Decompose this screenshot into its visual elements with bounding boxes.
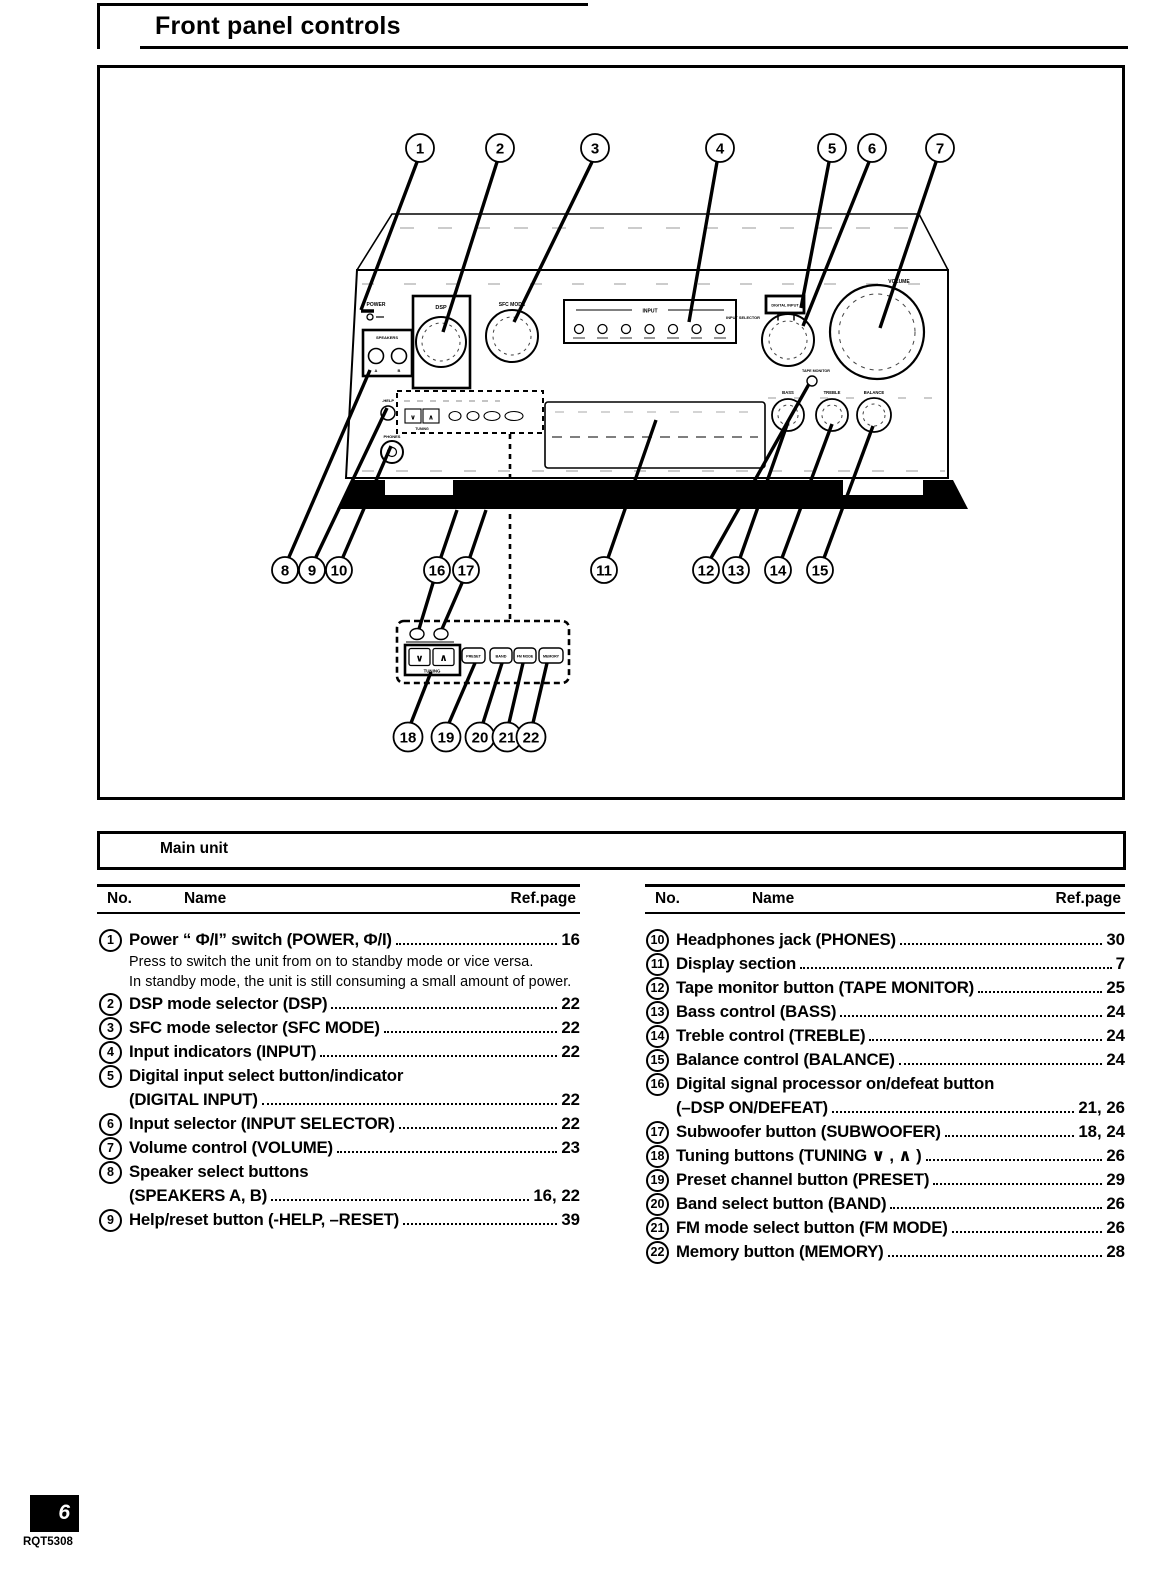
- leader-dots: [396, 943, 558, 945]
- receiver-outline: [346, 214, 948, 478]
- list-item: [646, 976, 1125, 1000]
- col-no: No.: [107, 890, 132, 907]
- svg-text:A: A: [374, 368, 378, 373]
- svg-text:DSP: DSP: [435, 305, 447, 311]
- ref-page: 28: [1106, 1242, 1125, 1261]
- item-name: Balance control (BALANCE): [676, 1050, 895, 1069]
- list-item: [646, 1048, 1125, 1072]
- item-number-badge: 6: [99, 1113, 122, 1136]
- ref-page: 23: [561, 1138, 580, 1157]
- leader-dots: [978, 991, 1102, 993]
- ref-page: 18, 24: [1078, 1122, 1125, 1141]
- svg-text:18: 18: [399, 729, 417, 747]
- item-name: (SPEAKERS A, B): [129, 1186, 268, 1205]
- svg-text:MEMORY: MEMORY: [542, 654, 560, 659]
- ref-page: 30: [1106, 930, 1125, 949]
- ref-page: 26: [1106, 1146, 1125, 1165]
- ref-page: 16, 22: [533, 1186, 580, 1205]
- svg-text:3: 3: [590, 140, 600, 158]
- leader-dots: [945, 1135, 1075, 1137]
- callout-1: [406, 134, 434, 162]
- svg-text:PHONES: PHONES: [383, 434, 401, 439]
- svg-text:14: 14: [769, 562, 787, 580]
- ref-page: 26: [1106, 1218, 1125, 1237]
- item-number-badge: 10: [646, 929, 669, 952]
- leader-dots: [890, 1207, 1102, 1209]
- svg-text:22: 22: [522, 729, 540, 747]
- item-number-badge: 12: [646, 977, 669, 1000]
- svg-text:TUNING: TUNING: [423, 668, 441, 674]
- leader-dots: [320, 1055, 557, 1057]
- callout-8: [272, 557, 298, 583]
- item-name: SFC mode selector (SFC MODE): [129, 1018, 380, 1037]
- callout-13: [723, 557, 749, 583]
- memory-button: [539, 648, 563, 663]
- svg-text:11: 11: [596, 562, 612, 580]
- list-item: [646, 1024, 1125, 1048]
- item-description: Press to switch the unit from on to standby mode or vice versa.: [129, 954, 534, 970]
- col-no: No.: [655, 890, 680, 907]
- item-name: Band select button (BAND): [676, 1194, 887, 1213]
- ref-page: 22: [561, 994, 580, 1013]
- tuner-subpanel: [397, 391, 543, 433]
- foot-gap: [385, 480, 453, 495]
- item-number-badge: 13: [646, 1001, 669, 1024]
- input-selector-knob: [726, 314, 814, 366]
- list-item: [99, 928, 580, 992]
- title-corner-rule: [97, 3, 588, 49]
- leader-dots: [933, 1183, 1102, 1185]
- item-name: Speaker select buttons: [129, 1162, 309, 1181]
- callout-18: [394, 723, 423, 752]
- svg-text:INPUT: INPUT: [642, 308, 658, 315]
- callout-22: [517, 723, 546, 752]
- svg-text:∨: ∨: [410, 414, 416, 422]
- ref-page: 21, 26: [1078, 1098, 1125, 1117]
- page-number-badge: 6: [30, 1495, 79, 1532]
- ref-page: 25: [1106, 978, 1125, 997]
- svg-text:15: 15: [811, 562, 829, 580]
- ref-page: 22: [561, 1018, 580, 1037]
- item-number-badge: 1: [99, 929, 122, 952]
- item-name: Bass control (BASS): [676, 1002, 837, 1021]
- item-number-badge: 14: [646, 1025, 669, 1048]
- item-number-badge: 7: [99, 1137, 122, 1160]
- title-underline: [140, 46, 1128, 49]
- dsp-on-defeat-button: [410, 629, 424, 640]
- leader-dots: [399, 1127, 558, 1129]
- list-item: [646, 1192, 1125, 1216]
- svg-text:VOLUME: VOLUME: [888, 279, 910, 285]
- item-number-badge: 9: [99, 1209, 122, 1232]
- item-name: Subwoofer button (SUBWOOFER): [676, 1122, 941, 1141]
- list-item: [99, 1136, 580, 1160]
- table-header-right: [645, 884, 1125, 914]
- item-number-badge: 15: [646, 1049, 669, 1072]
- svg-text:BALANCE: BALANCE: [863, 390, 885, 395]
- svg-text:5: 5: [827, 140, 837, 158]
- item-number-badge: 3: [99, 1017, 122, 1040]
- svg-text:TAPE MONITOR: TAPE MONITOR: [802, 369, 830, 373]
- list-item: [99, 1160, 580, 1208]
- ref-page: 24: [1106, 1002, 1125, 1021]
- item-number-badge: 19: [646, 1169, 669, 1192]
- item-number-badge: 11: [646, 953, 669, 976]
- item-name: Display section: [676, 954, 797, 973]
- leader-dots: [869, 1039, 1102, 1041]
- svg-text:2: 2: [495, 140, 505, 158]
- callout-4: [706, 134, 734, 162]
- list-item: [646, 1240, 1125, 1264]
- svg-text:-HELP: -HELP: [382, 398, 394, 403]
- svg-text:10: 10: [330, 562, 348, 580]
- callout-5: [818, 134, 846, 162]
- callout-14: [765, 557, 791, 583]
- item-name: DSP mode selector (DSP): [129, 994, 328, 1013]
- svg-text:TREBLE: TREBLE: [823, 390, 841, 395]
- front-panel-diagram: [97, 65, 1125, 800]
- item-name: Headphones jack (PHONES): [676, 930, 896, 949]
- svg-text:8: 8: [280, 562, 290, 580]
- svg-text:21: 21: [498, 729, 516, 747]
- svg-text:POWER: POWER: [366, 302, 386, 308]
- list-item: [646, 1168, 1125, 1192]
- list-item: [646, 928, 1125, 952]
- ref-page: 22: [561, 1090, 580, 1109]
- ref-page: 29: [1106, 1170, 1125, 1189]
- tuning-buttons: [405, 645, 460, 675]
- callout-10: [326, 557, 352, 583]
- ref-page: 39: [561, 1210, 580, 1229]
- item-number-badge: 4: [99, 1041, 122, 1064]
- list-item: [646, 1144, 1125, 1168]
- svg-text:PRESET: PRESET: [466, 654, 481, 659]
- leader-dots: [952, 1231, 1103, 1233]
- document-code: RQT5308: [23, 1536, 73, 1548]
- callout-6: [858, 134, 886, 162]
- leader-dots: [384, 1031, 558, 1033]
- item-name: Power “ Ф/I” switch (POWER, Ф/I): [129, 930, 392, 949]
- tape-monitor-button: [802, 369, 830, 386]
- col-name: Name: [751, 890, 795, 907]
- svg-text:BASS: BASS: [782, 390, 794, 395]
- leader-dots: [337, 1151, 557, 1153]
- callouts: [272, 134, 954, 752]
- section-header: Main unit: [160, 840, 229, 857]
- item-name: (DIGITAL INPUT): [129, 1090, 258, 1109]
- speaker-select-buttons: [363, 330, 412, 376]
- table-header-left: [97, 884, 580, 914]
- svg-text:∨: ∨: [415, 653, 424, 665]
- item-description: In standby mode, the unit is still consuming a small amount of power.: [129, 974, 572, 990]
- callout-11: [591, 557, 617, 583]
- list-item: [99, 1112, 580, 1136]
- svg-text:FM MODE: FM MODE: [516, 654, 534, 659]
- item-number-badge: 2: [99, 993, 122, 1016]
- svg-text:12: 12: [697, 562, 715, 580]
- list-item: [646, 1000, 1125, 1024]
- item-name: (–DSP ON/DEFEAT): [676, 1098, 828, 1117]
- col-refpage: Ref.page: [1055, 890, 1121, 907]
- callout-7: [926, 134, 954, 162]
- list-item: [646, 1216, 1125, 1240]
- svg-text:19: 19: [437, 729, 455, 747]
- col-name: Name: [183, 890, 227, 907]
- item-name: Preset channel button (PRESET): [676, 1170, 930, 1189]
- item-number-badge: 8: [99, 1161, 122, 1184]
- svg-text:∧: ∧: [428, 414, 434, 422]
- item-name: FM mode select button (FM MODE): [676, 1218, 948, 1237]
- svg-text:1: 1: [415, 140, 425, 158]
- section-header-box: [97, 831, 1126, 870]
- subwoofer-button: [434, 629, 448, 640]
- front-panel-drawing: [100, 68, 1122, 797]
- item-name: Memory button (MEMORY): [676, 1242, 884, 1261]
- list-item: [646, 1072, 1125, 1120]
- item-name: Digital signal processor on/defeat button: [676, 1074, 995, 1093]
- ref-page: 7: [1115, 954, 1125, 973]
- leader-dots: [262, 1103, 558, 1105]
- item-number-badge: 22: [646, 1241, 669, 1264]
- list-item: [99, 992, 580, 1016]
- item-number-badge: 18: [646, 1145, 669, 1168]
- list-item: [99, 1016, 580, 1040]
- leader-dots: [800, 967, 1112, 969]
- callout-17: [453, 557, 479, 583]
- svg-text:9: 9: [307, 562, 317, 580]
- leader-dots: [840, 1015, 1102, 1017]
- list-item: [99, 1040, 580, 1064]
- callout-3: [581, 134, 609, 162]
- ref-page: 24: [1106, 1050, 1125, 1069]
- ref-page: 22: [561, 1114, 580, 1133]
- list-item: [99, 1064, 580, 1112]
- svg-text:INPUT SELECTOR: INPUT SELECTOR: [726, 315, 760, 320]
- svg-text:BAND: BAND: [495, 654, 507, 659]
- item-number-badge: 5: [99, 1065, 122, 1088]
- item-number-badge: 17: [646, 1121, 669, 1144]
- item-name: Digital input select button/indicator: [129, 1066, 404, 1085]
- item-number-badge: 20: [646, 1193, 669, 1216]
- callout-2: [486, 134, 514, 162]
- svg-text:SPEAKERS: SPEAKERS: [375, 335, 399, 340]
- svg-text:16: 16: [428, 562, 446, 580]
- svg-text:7: 7: [935, 140, 945, 158]
- sfc-mode-knob: [486, 302, 538, 362]
- preset-button: [462, 648, 485, 663]
- fm-mode-button: [514, 648, 536, 663]
- item-number-badge: 21: [646, 1217, 669, 1240]
- svg-text:B: B: [397, 368, 401, 373]
- ref-page: 24: [1106, 1026, 1125, 1045]
- input-indicators: [564, 300, 736, 343]
- col-refpage: Ref.page: [510, 890, 576, 907]
- leader-dots: [926, 1159, 1103, 1161]
- item-name: Help/reset button (-HELP, –RESET): [129, 1210, 400, 1229]
- svg-text:6: 6: [867, 140, 877, 158]
- item-name: Treble control (TREBLE): [676, 1026, 866, 1045]
- leader-dots: [900, 943, 1102, 945]
- leader-dots: [888, 1255, 1103, 1257]
- ref-page: 16: [561, 930, 580, 949]
- callout-16: [424, 557, 450, 583]
- dsp-knob: [413, 296, 470, 388]
- ref-page: 26: [1106, 1194, 1125, 1213]
- item-name: Tuning buttons (TUNING ∨ , ∧ ): [676, 1146, 922, 1165]
- leader-dots: [832, 1111, 1074, 1113]
- item-name: Input indicators (INPUT): [129, 1042, 317, 1061]
- item-name: Input selector (INPUT SELECTOR): [129, 1114, 395, 1133]
- leader-dots: [899, 1063, 1103, 1065]
- leader-dots: [271, 1199, 529, 1201]
- list-item: [99, 1208, 580, 1232]
- callout-12: [693, 557, 719, 583]
- leader-dots: [403, 1223, 557, 1225]
- list-item: [646, 952, 1125, 976]
- display-section: [545, 402, 765, 468]
- callout-9: [299, 557, 325, 583]
- receiver-base: [337, 480, 968, 509]
- parts-list-right: [646, 928, 1125, 1264]
- svg-text:13: 13: [727, 562, 745, 580]
- item-name: Volume control (VOLUME): [129, 1138, 333, 1157]
- svg-text:20: 20: [471, 729, 489, 747]
- svg-text:DIGITAL INPUT: DIGITAL INPUT: [771, 303, 799, 308]
- callout-15: [807, 557, 833, 583]
- ref-page: 22: [561, 1042, 580, 1061]
- svg-text:4: 4: [715, 140, 725, 158]
- svg-text:SFC MODE: SFC MODE: [498, 302, 526, 308]
- volume-knob: [830, 279, 924, 379]
- foot-gap: [843, 480, 923, 495]
- band-button: [490, 648, 512, 663]
- balance-knob: [857, 390, 891, 432]
- page-title: Front panel controls: [155, 12, 401, 40]
- leader-dots: [331, 1007, 557, 1009]
- svg-text:∧: ∧: [439, 653, 448, 664]
- item-number-badge: 16: [646, 1073, 669, 1096]
- svg-text:17: 17: [457, 562, 475, 580]
- callout-20: [466, 723, 495, 752]
- callout-19: [432, 723, 461, 752]
- list-item: [646, 1120, 1125, 1144]
- item-name: Tape monitor button (TAPE MONITOR): [676, 978, 975, 997]
- svg-text:TUNING: TUNING: [415, 427, 429, 431]
- parts-list-left: [99, 928, 580, 1232]
